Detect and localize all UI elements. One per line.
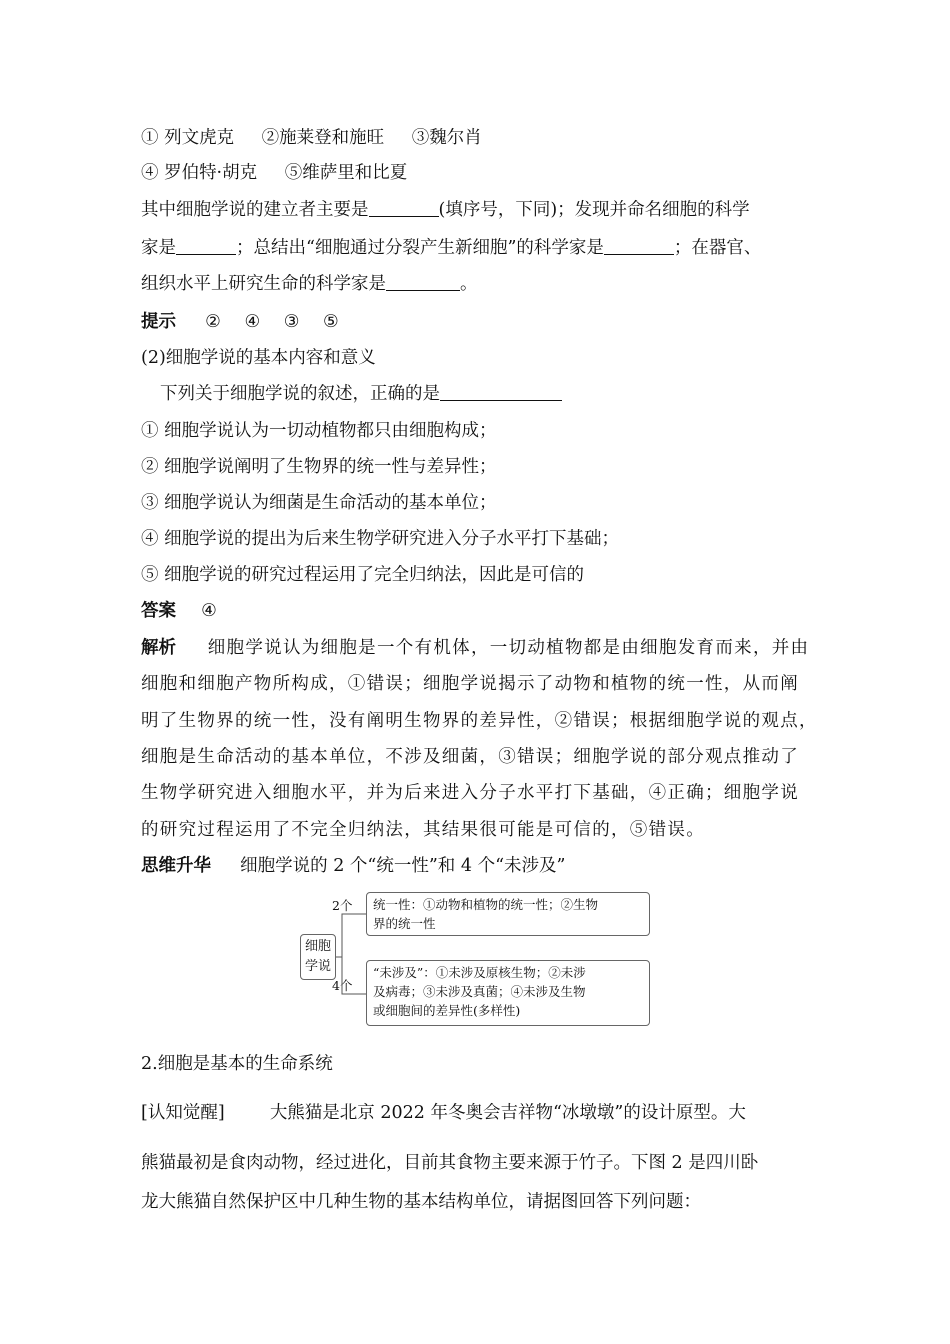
not-involved-box: “未涉及”：①未涉及原核生物；②未涉 及病毒；③未涉及真菌；④未涉及生物 或细胞间的差异性(多样性) xyxy=(366,960,650,1026)
answer-label: 答案 xyxy=(141,601,176,621)
awareness-line-2: 熊猫最初是食肉动物，经过进化，目前其食物主要来源于竹子。下图 2 是四川卧 xyxy=(141,1153,759,1173)
answer-value: ④ xyxy=(201,601,217,621)
scientist-list-row-1 xyxy=(141,126,482,150)
scientist-list-row-2 xyxy=(141,161,407,185)
awareness-line-1: [认知觉醒] 大熊猫是北京 2022 年冬奥会吉祥物“冰墩墩”的设计原型。大 xyxy=(141,1103,746,1123)
analysis-line-2: 细胞和细胞产物所构成，①错误；细胞学说揭示了动物和植物的统一性，从而阐 xyxy=(141,674,799,694)
option-1: ① 细胞学说认为一切动植物都只由细胞构成； xyxy=(141,421,497,441)
question1-line-2: 家是 ；总结出“细胞通过分裂产生新细胞”的科学家是 ；在器官、 xyxy=(141,238,762,258)
hint-label: 提示 xyxy=(141,312,176,332)
scientist-2: ②施莱登和施旺 xyxy=(261,128,385,148)
option-4: ④ 细胞学说的提出为后来生物学研究进入分子水平打下基础； xyxy=(141,529,620,549)
analysis-line-3: 明了生物界的统一性，没有阐明生物界的差异性，②错误；根据细胞学说的观点， xyxy=(141,711,818,731)
thinking-row xyxy=(141,854,565,878)
thinking-text: 细胞学说的 2 个“统一性”和 4 个“未涉及” xyxy=(240,856,566,876)
analysis-line-5: 生物学研究进入细胞水平，并为后来进入分子水平打下基础，④正确；细胞学说 xyxy=(141,783,799,803)
section-heading: 2.细胞是基本的生命系统 xyxy=(141,1054,333,1074)
answer-blank xyxy=(386,272,460,291)
question1-line-1: 其中细胞学说的建立者主要是 (填序号，下同)；发现并命名细胞的科学 xyxy=(141,200,750,220)
analysis-label: 解析 xyxy=(141,638,176,658)
answer-blank xyxy=(604,236,674,255)
hint-answer: ② xyxy=(205,312,221,332)
hint-answer: ③ xyxy=(283,312,300,332)
answer-blank xyxy=(176,236,236,255)
scientist-1: ① 列文虎克 xyxy=(141,128,235,148)
analysis-line-1: 解析 细胞学说认为细胞是一个有机体，一切动植物都是由细胞发育而来，并由 xyxy=(141,638,810,658)
branch-label-unity: 2个 xyxy=(332,898,353,913)
awareness-line-3: 龙大熊猫自然保护区中几种生物的基本结构单位，请据图回答下列问题： xyxy=(141,1192,701,1212)
section-heading: (2)细胞学说的基本内容和意义 xyxy=(141,348,376,368)
option-2: ② 细胞学说阐明了生物界的统一性与差异性； xyxy=(141,457,497,477)
hint-answer: ④ xyxy=(244,312,261,332)
question2-stem: 下列关于细胞学说的叙述，正确的是 xyxy=(160,382,562,406)
scientist-4: ④ 罗伯特·胡克 xyxy=(141,163,258,183)
branch-label-not-involved: 4个 xyxy=(332,978,353,993)
diagram-root: 细胞 学说 xyxy=(300,934,336,980)
answer-row xyxy=(141,599,217,623)
hint-answer: ⑤ xyxy=(323,312,339,332)
hint-row xyxy=(141,310,339,334)
scientist-3: ③魏尔肖 xyxy=(411,128,482,148)
option-5: ⑤ 细胞学说的研究过程运用了完全归纳法，因此是可信的 xyxy=(141,565,585,585)
option-3: ③ 细胞学说认为细菌是生命活动的基本单位； xyxy=(141,493,497,513)
analysis-line-4: 细胞是生命活动的基本单位，不涉及细菌，③错误；细胞学说的部分观点推动了 xyxy=(141,747,799,767)
question1-line-3: 组织水平上研究生命的科学家是 。 xyxy=(141,274,478,294)
scientist-5: ⑤维萨里和比夏 xyxy=(284,163,408,183)
answer-blank xyxy=(369,198,439,217)
awareness-label: [认知觉醒] xyxy=(141,1103,225,1123)
analysis-line-6: 的研究过程运用了不完全归纳法，其结果很可能是可信的，⑤错误。 xyxy=(141,820,705,840)
answer-blank xyxy=(440,382,562,401)
cell-theory-diagram xyxy=(290,888,662,1030)
unity-box: 统一性：①动物和植物的统一性；②生物 界的统一性 xyxy=(366,892,650,936)
thinking-label: 思维升华 xyxy=(141,856,211,876)
